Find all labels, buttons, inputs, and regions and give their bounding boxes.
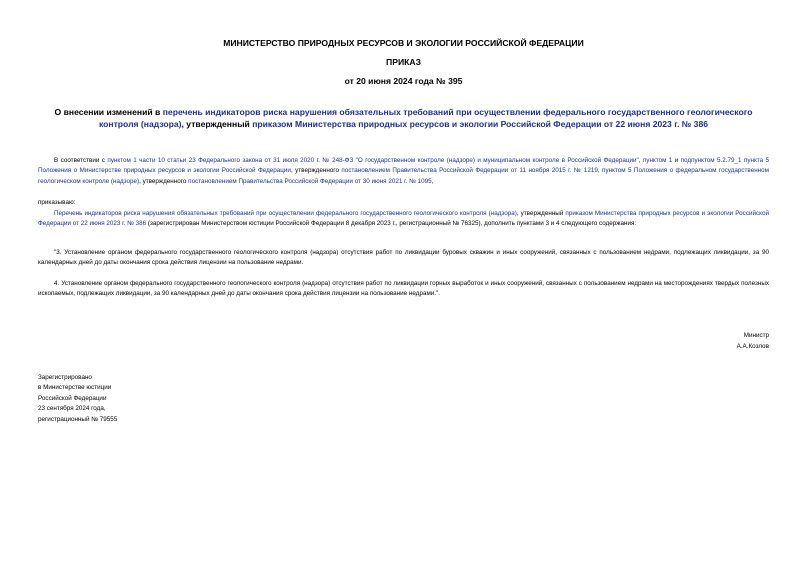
registration-date: 23 сентября 2024 года, — [38, 405, 106, 413]
registration-number: регистрационный № 79555 — [38, 415, 118, 423]
link-point-1[interactable]: пунктом 1 — [642, 157, 673, 164]
paragraph-text: В соответствии с — [54, 157, 108, 164]
link-government-decree-1095[interactable]: постановлением Правительства Российской Федерации от 30 июня 2021 г. № 1095 — [188, 177, 432, 185]
link-point-5-regulation[interactable]: пунктом 5 Положения о федеральном государственном геологическом контроле (надзоре) — [38, 167, 769, 185]
signatory-name: А.А.Козлов — [736, 342, 769, 350]
paragraph-text: , утвержденного — [139, 177, 189, 185]
paragraph-text: , утвержденный — [516, 210, 566, 217]
link-indicator-list[interactable]: Перечень индикаторов риска нарушения обязательных требований при осуществлении федерального государственного геологического контроля (надзора) — [54, 210, 517, 217]
title-link-indicator-list[interactable]: перечень индикаторов риска нарушения обязательных требований при осуществлении федерального государственного геологического контроля (надзора) — [98, 107, 753, 129]
signatory-position: Министр — [743, 332, 769, 339]
paragraph-text: (зарегистрирован Министерством юстиции Российской Федерации 8 декабря 2023 г., регистрационный № 76325), дополнить пунктами 3 и 4 следующего содержания: — [146, 220, 637, 228]
document-type: ПРИКАЗ — [386, 57, 421, 67]
paragraph-text: , — [597, 167, 603, 175]
paragraph-text: , утвержденного — [290, 167, 342, 175]
paragraph-point-3: "3. Установление органом федерального государственного геологического контроля (надзора) отсутствия работ по ликвидации буровых скважин и иных сооружений, связанных с пользованием недрами, подлежащих ликвидации, за 90 календарных дней до даты окончания срока действия лицензии на пользование недрами. — [38, 249, 769, 267]
paragraph-text: и — [672, 157, 681, 164]
registration-line: Российской Федерации — [38, 394, 107, 402]
title-text: О внесении изменений в — [54, 107, 163, 117]
link-federal-law-248[interactable]: пунктом 1 части 10 статьи 23 Федерального закона от 31 июля 2020 г. № 248-ФЗ "О государственном контроле (надзоре) и муниципальном контроле в Российской Федерации" — [107, 157, 639, 164]
paragraph-legal-basis — [38, 156, 769, 187]
signature-block — [569, 331, 769, 352]
registration-line: в Министерстве юстиции — [38, 384, 112, 392]
ministry-name: МИНИСТЕРСТВО ПРИРОДНЫХ РЕСУРСОВ И ЭКОЛОГИИ РОССИЙСКОЙ ФЕДЕРАЦИИ — [223, 38, 584, 48]
title-text: , утвержденный — [181, 119, 253, 129]
title-link-order-386[interactable]: приказом Министерства природных ресурсов и экологии Российской Федерации от 22 июня 2023 г. № 386 — [252, 119, 709, 129]
paragraph-text: , — [638, 157, 643, 164]
paragraph-order-word: приказываю: — [38, 199, 76, 206]
paragraph-point-4: 4. Установление органом федерального государственного геологического контроля (надзора) отсутствия работ по ликвидации горных выработок и иных сооружений, связанных с пользованием недрами на месторождениях твердых полезных ископаемых, подлежащих ликвидации, за 90 календарных дней до даты окончания срока действия лицензии на пользование недрами.". — [38, 280, 769, 298]
registration-block — [38, 373, 288, 425]
document-date-number: от 20 июня 2024 года № 395 — [344, 76, 463, 86]
paragraph-text: , — [431, 177, 434, 185]
link-subpoint-5-2-79-1[interactable]: подпунктом 5.2.79_1 пункта 5 Положения о Министерстве природных ресурсов и экологии Российской Федерации — [38, 157, 769, 175]
link-order-386[interactable]: приказом Министерства природных ресурсов и экологии Российской Федерации от 22 июня 2023 г. № 386 — [38, 210, 769, 228]
paragraph-amendment — [38, 209, 769, 230]
document-title — [38, 106, 769, 130]
link-government-decree-1219[interactable]: постановлением Правительства Российской Федерации от 11 ноября 2015 г. № 1219 — [341, 167, 598, 175]
registration-line: Зарегистрировано — [38, 374, 92, 381]
